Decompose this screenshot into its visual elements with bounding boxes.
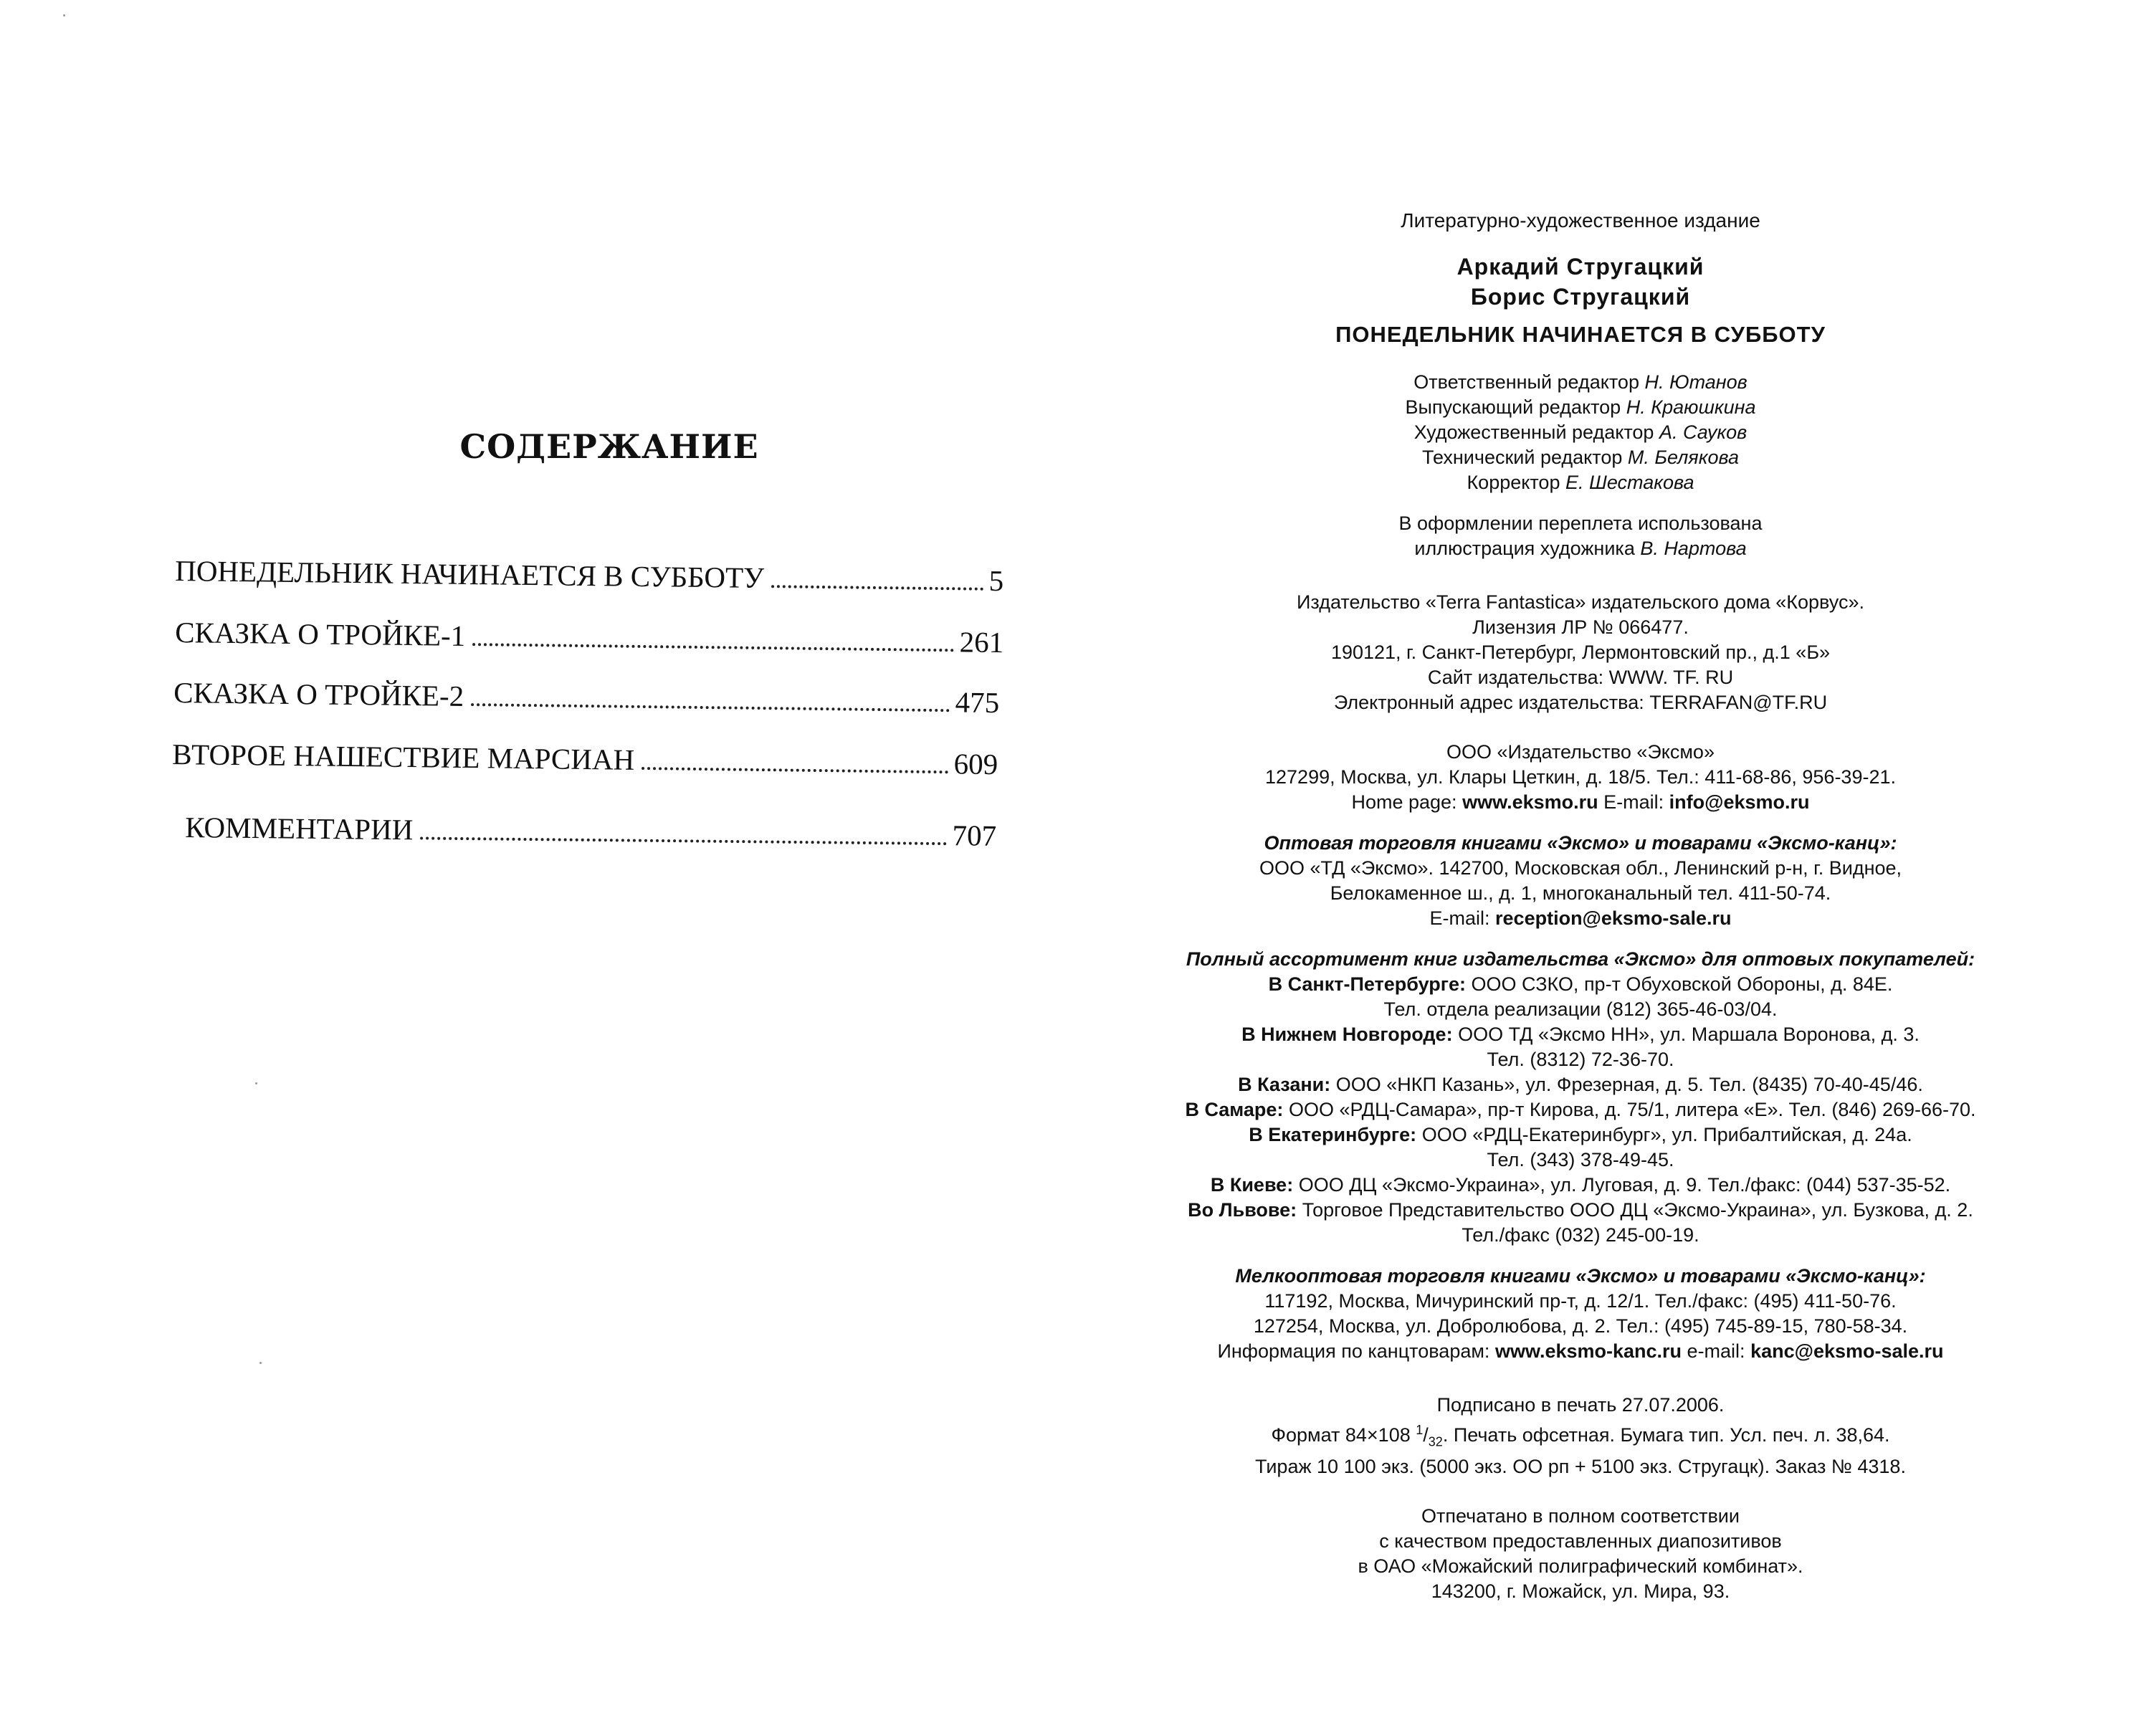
- home-link[interactable]: www.eksmo.ru: [1462, 791, 1598, 813]
- toc-entry[interactable]: [175, 556, 1003, 596]
- email-link[interactable]: kanc@eksmo-sale.ru: [1750, 1340, 1944, 1362]
- format-fraction-numerator: 1: [1416, 1423, 1424, 1437]
- cover-note: [1118, 536, 2043, 561]
- city-label: В Нижнем Новгороде:: [1241, 1024, 1453, 1045]
- city-line: [1118, 1223, 2043, 1248]
- email-link[interactable]: info@eksmo.ru: [1669, 791, 1810, 813]
- city-text: ООО ТД «Эксмо НН», ул. Маршала Воронова, д. 3.: [1458, 1024, 1920, 1045]
- toc-entry-title: ПОНЕДЕЛЬНИК НАЧИНАЕТСЯ В СУББОТУ: [174, 554, 765, 595]
- city-label: Во Львове:: [1188, 1199, 1297, 1221]
- eksmo-address: 127299, Москва, ул. Клары Цеткин, д. 18/5. Тел.: 411-68-86, 956-39-21.: [1265, 766, 1896, 788]
- scan-speck: [63, 14, 65, 16]
- small-wholesale-line: 117192, Москва, Мичуринский пр-т, д. 12/1. Тел./факс: (495) 411-50-76.: [1264, 1290, 1897, 1312]
- printer-line: в ОАО «Можайский полиграфический комбинат».: [1358, 1555, 1803, 1578]
- toc-entry-page: 475: [955, 685, 1000, 720]
- city-label: В Самаре:: [1185, 1099, 1284, 1120]
- staff-line: [1118, 420, 2043, 445]
- eksmo-name: ООО «Издательство «Эксмо»: [1446, 741, 1715, 763]
- toc-entry-title: СКАЗКА О ТРОЙКЕ-1: [174, 616, 466, 652]
- toc-leader-dots: [642, 767, 948, 773]
- eksmo-info: [1118, 740, 2043, 815]
- staff-line: [1118, 370, 2043, 395]
- printer-line: Отпечатано в полном соответствии: [1421, 1505, 1740, 1527]
- scan-speck: [255, 1082, 257, 1084]
- scan-speck: [259, 1362, 262, 1364]
- kanc-label: Информация по канцтоварам:: [1217, 1340, 1490, 1362]
- author-name: Борис Стругацкий: [1470, 284, 1691, 310]
- assortment-info: [1118, 947, 2043, 1248]
- book-title: ПОНЕДЕЛЬНИК НАЧИНАЕТСЯ В СУББОТУ: [1335, 322, 1826, 347]
- city-line: [1118, 1148, 2043, 1173]
- city-text: Торговое Представительство ООО ДЦ «Эксмо-Украина», ул. Бузкова, д. 2.: [1302, 1199, 1973, 1221]
- city-line: [1118, 1198, 2043, 1223]
- staff-role: Выпускающий редактор: [1405, 396, 1621, 418]
- tf-line: Электронный адрес издательства: TERRAFAN@TF.RU: [1333, 692, 1828, 713]
- city-line: [1118, 972, 2043, 997]
- city-text: ООО «НКП Казань», ул. Фрезерная, д. 5. Тел. (8435) 70-40-45/46.: [1335, 1074, 1923, 1095]
- staff-role: Технический редактор: [1421, 447, 1623, 468]
- city-text: ООО «РДЦ-Самара», пр-т Кирова, д. 75/1, литера «Е». Тел. (846) 269-66-70.: [1288, 1099, 1976, 1120]
- author-name: Аркадий Стругацкий: [1456, 254, 1704, 280]
- tf-line: Издательство «Terra Fantastica» издательского дома «Корвус».: [1297, 591, 1864, 613]
- format-fraction-denominator: 32: [1428, 1434, 1443, 1449]
- city-line: [1118, 1173, 2043, 1198]
- table-of-contents: [0, 0, 1075, 1003]
- toc-entry[interactable]: [175, 618, 1003, 657]
- small-wholesale-heading: Мелкооптовая торговля книгами «Эксмо» и товарами «Эксмо-канц»:: [1235, 1265, 1926, 1287]
- fraction-slash: /: [1423, 1424, 1429, 1446]
- wholesale-line: ООО «ТД «Эксмо». 142700, Московская обл., Ленинский р-н, г. Видное,: [1259, 857, 1902, 879]
- cover-note: В оформлении переплета использована: [1398, 512, 1763, 534]
- city-text: Тел. отдела реализации (812) 365-46-03/04.: [1383, 998, 1778, 1020]
- wholesale-info: [1118, 831, 2043, 931]
- printer-info: [1118, 1504, 2043, 1604]
- email-label: e-mail:: [1687, 1340, 1745, 1362]
- staff-name: Е. Шестакова: [1565, 472, 1694, 493]
- printer-line: с качеством предоставленных диапозитивов: [1379, 1530, 1782, 1553]
- city-label: В Киеве:: [1210, 1174, 1294, 1196]
- illustrator-name: В. Нартова: [1640, 538, 1747, 559]
- small-wholesale-info: [1118, 1264, 2043, 1364]
- tf-publisher-info: [1118, 590, 2043, 715]
- toc-entry-page: 707: [952, 819, 997, 852]
- toc-entry[interactable]: [185, 813, 996, 851]
- email-label: E-mail:: [1429, 907, 1490, 929]
- toc-entry-title: ВТОРОЕ НАШЕСТВИЕ МАРСИАН: [171, 738, 635, 776]
- city-text: Тел. (343) 378-49-45.: [1487, 1149, 1674, 1170]
- wholesale-heading: Оптовая торговля книгами «Эксмо» и товарами «Эксмо-канц»:: [1264, 832, 1897, 854]
- city-text: Тел./факс (032) 245-00-19.: [1462, 1224, 1699, 1246]
- city-line: [1118, 1122, 2043, 1148]
- city-text: ООО ДЦ «Эксмо-Украина», ул. Луговая, д. 9. Тел./факс: (044) 537-35-52.: [1298, 1174, 1951, 1196]
- format-line: [1118, 1418, 2043, 1454]
- toc-entry[interactable]: [172, 740, 998, 779]
- tf-line: Лизензия ЛР № 066477.: [1472, 616, 1689, 638]
- edition-type: Литературно-художественное издание: [1401, 209, 1760, 232]
- staff-name: Н. Краюшкина: [1626, 396, 1756, 418]
- city-line: [1118, 1072, 2043, 1097]
- staff-role: Художественный редактор: [1413, 421, 1654, 443]
- city-label: В Екатеринбурге:: [1249, 1124, 1417, 1145]
- staff-role: Корректор: [1467, 472, 1560, 493]
- staff-line: [1118, 395, 2043, 420]
- staff-line: [1118, 470, 2043, 495]
- toc-leader-dots: [420, 836, 946, 845]
- city-text: Тел. (8312) 72-36-70.: [1487, 1049, 1674, 1070]
- city-label: В Санкт-Петербурге:: [1268, 973, 1466, 995]
- tf-line: 190121, г. Санкт-Петербург, Лермонтовский пр., д.1 «Б»: [1330, 642, 1831, 663]
- format-text: Формат 84×108: [1271, 1424, 1411, 1446]
- city-line: [1118, 1047, 2043, 1072]
- city-text: ООО «РДЦ-Екатеринбург», ул. Прибалтийская, д. 24а.: [1421, 1124, 1912, 1145]
- kanc-site-link[interactable]: www.eksmo-kanc.ru: [1494, 1340, 1682, 1362]
- staff-name: Н. Ютанов: [1644, 371, 1748, 393]
- wholesale-line: Белокаменное ш., д. 1, многоканальный тел. 411-50-74.: [1330, 882, 1831, 904]
- toc-entry[interactable]: [173, 676, 1000, 720]
- print-run: Тираж 10 100 экз. (5000 экз. ОО рп + 5100 экз. Стругацк). Заказ № 4318.: [1255, 1456, 1906, 1478]
- city-label: В Казани:: [1238, 1074, 1331, 1095]
- email-label: E-mail:: [1603, 791, 1664, 813]
- city-line: [1118, 997, 2043, 1022]
- printer-line: 143200, г. Можайск, ул. Мира, 93.: [1431, 1580, 1730, 1603]
- tf-line: Сайт издательства: WWW. TF. RU: [1427, 667, 1734, 688]
- imprint-page: [1118, 208, 2043, 1620]
- cover-credit: [1118, 511, 2043, 561]
- email-link[interactable]: reception@eksmo-sale.ru: [1495, 907, 1732, 929]
- home-label: Home page:: [1351, 791, 1457, 813]
- toc-entry-page: 261: [959, 625, 1004, 659]
- editorial-staff: [1118, 370, 2043, 495]
- city-text: ООО СЗКО, пр-т Обуховской Обороны, д. 84Е.: [1471, 973, 1893, 995]
- toc-entry-title: КОММЕНТАРИИ: [184, 811, 414, 846]
- toc-leader-dots: [771, 585, 983, 591]
- contents-heading: СОДЕРЖАНИЕ: [459, 427, 759, 466]
- signed-date: Подписано в печать 27.07.2006.: [1436, 1394, 1725, 1416]
- format-text: . Печать офсетная. Бумага тип. Усл. печ. л. 38,64.: [1442, 1424, 1890, 1446]
- toc-entry-page: 609: [953, 747, 998, 781]
- staff-name: М. Белякова: [1627, 447, 1739, 468]
- small-wholesale-line: 127254, Москва, ул. Добролюбова, д. 2. Тел.: (495) 745-89-15, 780-58-34.: [1253, 1315, 1908, 1337]
- staff-line: [1118, 445, 2043, 470]
- cover-note-text: иллюстрация художника: [1414, 538, 1635, 559]
- print-specs: [1118, 1393, 2043, 1479]
- city-line: [1118, 1022, 2043, 1047]
- toc-entry-title: СКАЗКА О ТРОЙКЕ-2: [173, 676, 464, 712]
- kanc-info: [1118, 1339, 2043, 1364]
- eksmo-contacts: [1118, 790, 2043, 815]
- toc-leader-dots: [471, 703, 949, 712]
- staff-role: Ответственный редактор: [1413, 371, 1639, 393]
- toc-leader-dots: [472, 643, 953, 652]
- toc-entry-page: 5: [988, 563, 1004, 598]
- staff-name: А. Сауков: [1659, 421, 1748, 443]
- assortment-heading: Полный ассортимент книг издательства «Эксмо» для оптовых покупателей:: [1186, 948, 1975, 970]
- wholesale-email: [1118, 906, 2043, 931]
- city-line: [1118, 1097, 2043, 1122]
